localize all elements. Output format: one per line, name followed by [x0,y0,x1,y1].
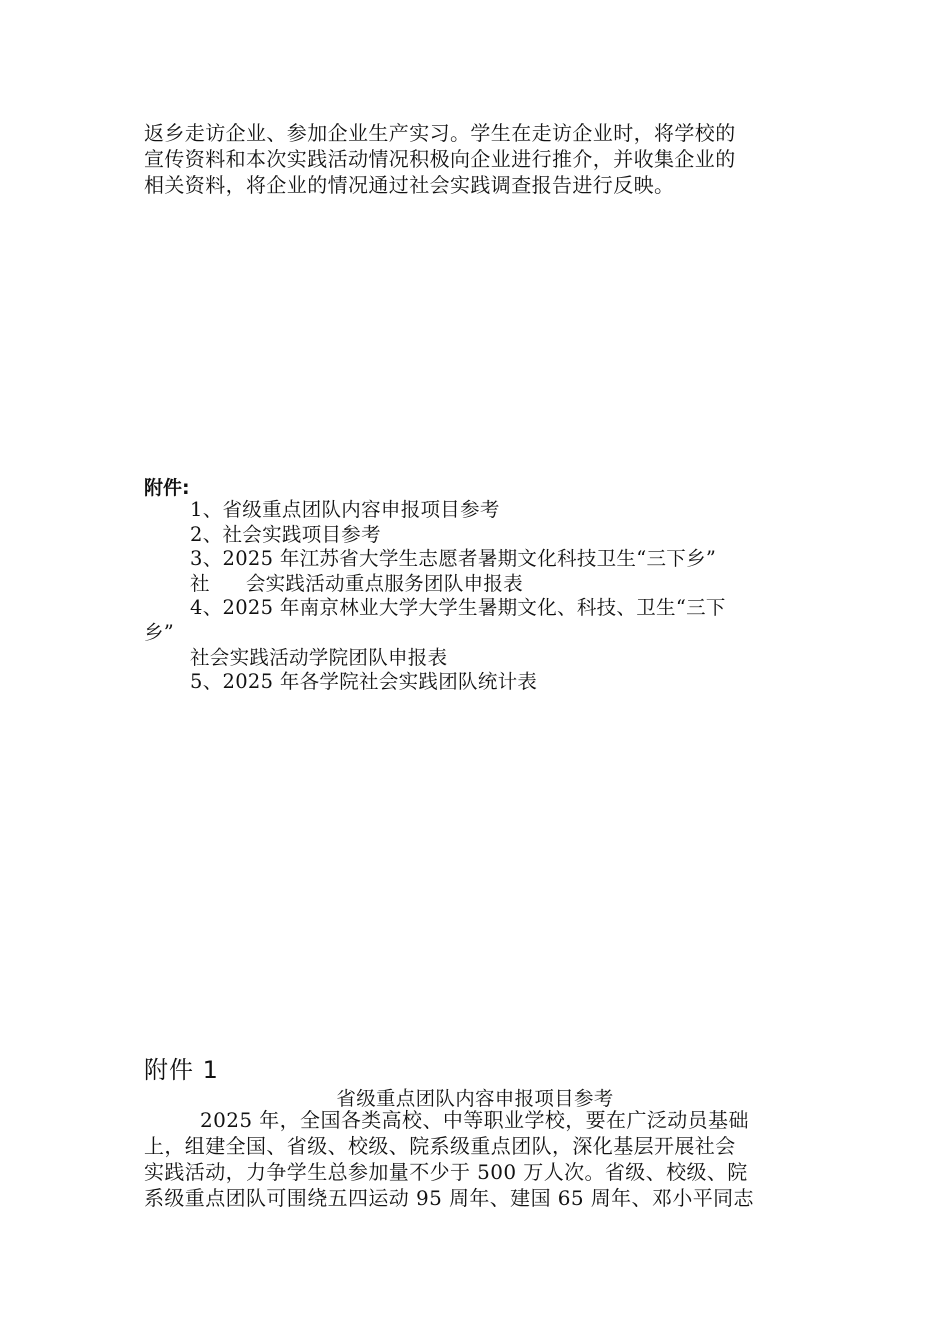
paragraph-line: 2025 年，全国各类高校、中等职业学校，要在广泛动员基础 [200,1108,749,1132]
attachment-item-5: 5、2025 年各学院社会实践团队统计表 [190,670,538,694]
attachment-item-4-wrap: 乡” [144,620,175,644]
attachments-heading: 附件: [144,477,190,499]
attachments-list [144,498,824,695]
attachment-item-1: 1、省级重点团队内容申报项目参考 [190,498,500,521]
paragraph-line: 相关资料，将企业的情况通过社会实践调查报告进行反映。 [144,173,675,197]
appendix-body [144,1107,816,1211]
attachment-item-3-continued [144,572,824,597]
intro-paragraph [144,120,814,198]
paragraph-line: 上，组建全国、省级、校级、院系级重点团队，深化基层开展社会 [144,1134,736,1158]
attachment-item-4: 4、2025 年南京林业大学大学生暑期文化、科技、卫生“三下 [190,596,726,620]
paragraph-line: 系级重点团队可围绕五四运动 95 周年、建国 65 周年、邓小平同志 [144,1186,754,1210]
paragraph-line: 实践活动，力争学生总参加量不少于 500 万人次。省级、校级、院 [144,1160,748,1184]
appendix-label: 附件 1 [144,1056,219,1084]
attachment-item-2: 2、社会实践项目参考 [190,522,381,546]
paragraph-line: 宣传资料和本次实践活动情况积极向企业进行推介，并收集企业的 [144,147,736,171]
attachment-item-4-continued: 社会实践活动学院团队申报表 [190,645,448,669]
attachment-item-3-fragment: 社 [190,571,210,595]
appendix-title: 省级重点团队内容申报项目参考 [336,1087,614,1110]
paragraph-line: 返乡走访企业、参加企业生产实习。学生在走访企业时，将学校的 [144,121,736,145]
attachment-item-3: 3、2025 年江苏省大学生志愿者暑期文化科技卫生“三下乡” [190,547,717,571]
attachment-item-3-fragment: 会实践活动重点服务团队申报表 [245,571,524,595]
